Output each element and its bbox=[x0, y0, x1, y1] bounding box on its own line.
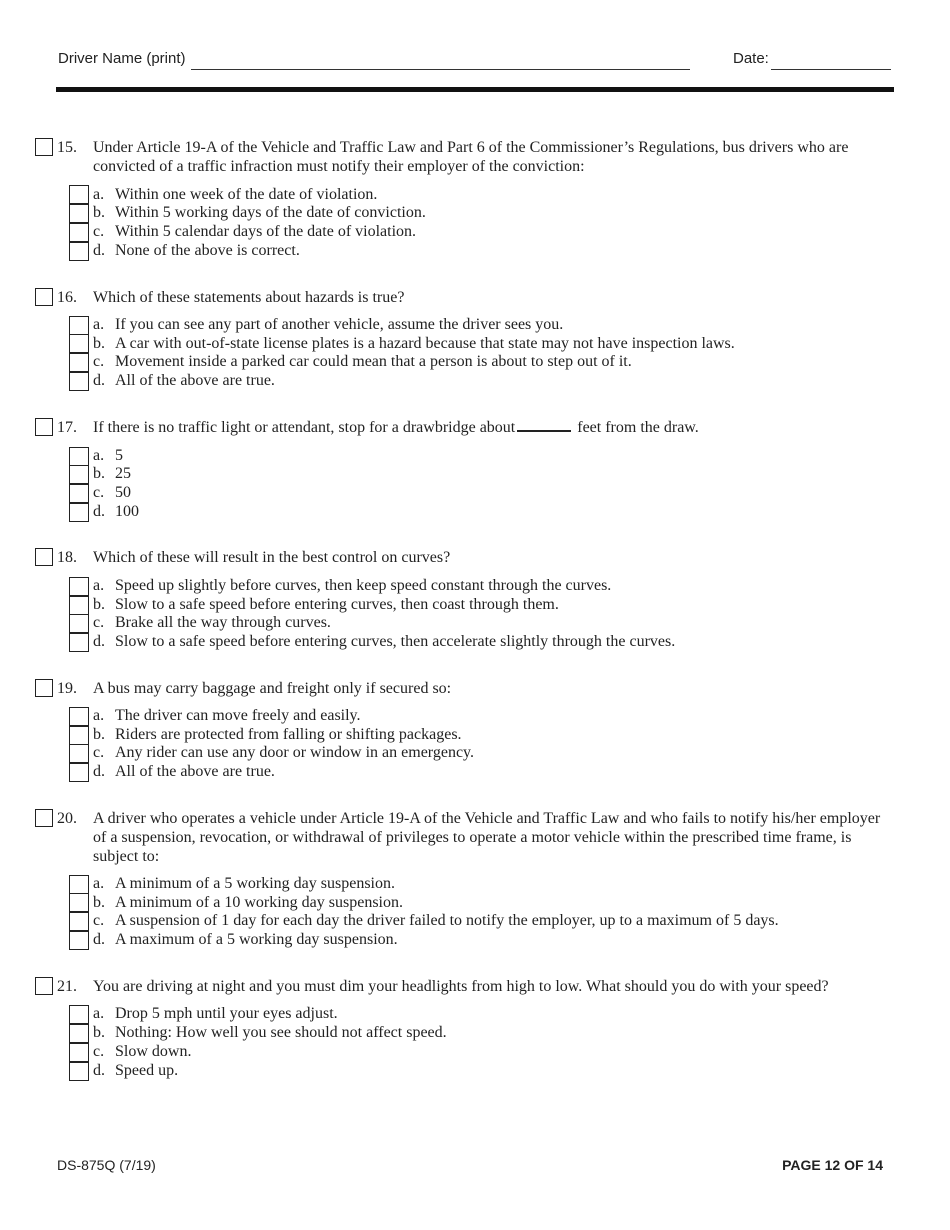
answer-text: 100 bbox=[115, 503, 139, 520]
fill-in-blank bbox=[517, 418, 571, 432]
answer-checkbox[interactable] bbox=[69, 465, 89, 484]
answer-text: A suspension of 1 day for each day the driver failed to notify the employer, up to a maximum of 5 days. bbox=[115, 912, 779, 929]
answer-checkbox[interactable] bbox=[69, 707, 89, 726]
answer-letter: c. bbox=[93, 614, 105, 631]
answer-letter: d. bbox=[93, 372, 105, 389]
answer-text: A minimum of a 10 working day suspension. bbox=[115, 894, 403, 911]
answer-checkbox[interactable] bbox=[69, 204, 89, 223]
answer-checkbox[interactable] bbox=[69, 893, 89, 912]
question-number: 21. bbox=[57, 978, 77, 995]
question-number: 19. bbox=[57, 680, 77, 697]
question-text: Under Article 19-A of the Vehicle and Traffic Law and Part 6 of the Commissioner’s Regulations, bus drivers who are convicted of a traffic infraction must notify their employer of the conviction: bbox=[93, 139, 849, 175]
answer-letter: a. bbox=[93, 577, 105, 594]
answer-text: Within 5 calendar days of the date of violation. bbox=[115, 223, 417, 240]
question-text: Which of these will result in the best control on curves? bbox=[93, 549, 451, 566]
driver-name-label: Driver Name (print) bbox=[58, 50, 186, 67]
answer-letter: d. bbox=[93, 242, 105, 259]
question-number: 17. bbox=[57, 419, 77, 436]
answer-text: The driver can move freely and easily. bbox=[115, 707, 361, 724]
answer-checkbox[interactable] bbox=[69, 1062, 89, 1081]
question-answer-box[interactable] bbox=[35, 138, 53, 156]
answer-letter: c. bbox=[93, 912, 105, 929]
answer-text: 5 bbox=[115, 447, 123, 464]
answer-checkbox[interactable] bbox=[69, 1024, 89, 1043]
answer-letter: b. bbox=[93, 726, 105, 743]
header-divider bbox=[56, 87, 894, 92]
answer-checkbox[interactable] bbox=[69, 912, 89, 931]
answer-text: All of the above are true. bbox=[115, 372, 275, 389]
question-answer-box[interactable] bbox=[35, 288, 53, 306]
answer-letter: a. bbox=[93, 186, 105, 203]
answer-checkbox[interactable] bbox=[69, 316, 89, 335]
question-number: 15. bbox=[57, 139, 77, 156]
answer-letter: b. bbox=[93, 335, 105, 352]
answer-text: Movement inside a parked car could mean that a person is about to step out of it. bbox=[115, 353, 632, 370]
answer-text: 25 bbox=[115, 465, 131, 482]
answer-text: Speed up slightly before curves, then keep speed constant through the curves. bbox=[115, 577, 612, 594]
answer-text: Slow to a safe speed before entering curves, then accelerate slightly through the curves. bbox=[115, 633, 676, 650]
answer-checkbox[interactable] bbox=[69, 614, 89, 633]
question-answer-box[interactable] bbox=[35, 809, 53, 827]
answer-letter: d. bbox=[93, 503, 105, 520]
answer-checkbox[interactable] bbox=[69, 726, 89, 745]
answer-text: A minimum of a 5 working day suspension. bbox=[115, 875, 395, 892]
answer-checkbox[interactable] bbox=[69, 242, 89, 261]
question-number: 20. bbox=[57, 810, 77, 827]
answer-letter: c. bbox=[93, 353, 105, 370]
answer-letter: d. bbox=[93, 931, 105, 948]
answer-letter: a. bbox=[93, 447, 105, 464]
answer-checkbox[interactable] bbox=[69, 744, 89, 763]
answer-text: Speed up. bbox=[115, 1062, 179, 1079]
answer-text: Within 5 working days of the date of conviction. bbox=[115, 204, 426, 221]
answer-letter: b. bbox=[93, 596, 105, 613]
question-text: A bus may carry baggage and freight only if secured so: bbox=[93, 680, 452, 697]
question-text: A driver who operates a vehicle under Article 19-A of the Vehicle and Traffic Law and who fails to notify his/her employer of a suspension, revocation, or withdrawal of privileges to operate a motor vehicle within the prescribed time frame, is subject to: bbox=[93, 810, 881, 865]
answer-letter: c. bbox=[93, 744, 105, 761]
question-number: 16. bbox=[57, 289, 77, 306]
answer-text: A car with out-of-state license plates is a hazard because that state may not have inspection laws. bbox=[115, 335, 735, 352]
answer-letter: a. bbox=[93, 316, 105, 333]
answer-checkbox[interactable] bbox=[69, 503, 89, 522]
form-id: DS-875Q (7/19) bbox=[57, 1157, 156, 1173]
answer-text: Drop 5 mph until your eyes adjust. bbox=[115, 1005, 338, 1022]
answer-letter: a. bbox=[93, 875, 105, 892]
question-text-before-blank: If there is no traffic light or attendant, stop for a drawbridge about bbox=[93, 419, 516, 436]
answer-checkbox[interactable] bbox=[69, 185, 89, 204]
driver-name-field[interactable] bbox=[191, 69, 690, 70]
answer-text: Any rider can use any door or window in an emergency. bbox=[115, 744, 474, 761]
answer-checkbox[interactable] bbox=[69, 596, 89, 615]
question-text bbox=[93, 418, 883, 437]
answer-letter: b. bbox=[93, 204, 105, 221]
answer-letter: c. bbox=[93, 223, 105, 240]
answer-text: Nothing: How well you see should not affect speed. bbox=[115, 1024, 447, 1041]
answer-checkbox[interactable] bbox=[69, 334, 89, 353]
answer-checkbox[interactable] bbox=[69, 763, 89, 782]
question-answer-box[interactable] bbox=[35, 679, 53, 697]
answer-text: 50 bbox=[115, 484, 131, 501]
answer-text: Slow to a safe speed before entering curves, then coast through them. bbox=[115, 596, 559, 613]
answer-checkbox[interactable] bbox=[69, 875, 89, 894]
answer-checkbox[interactable] bbox=[69, 447, 89, 466]
answer-checkbox[interactable] bbox=[69, 633, 89, 652]
question-number: 18. bbox=[57, 549, 77, 566]
date-label: Date: bbox=[733, 50, 769, 67]
answer-checkbox[interactable] bbox=[69, 353, 89, 372]
answer-text: Slow down. bbox=[115, 1043, 192, 1060]
answer-text: A maximum of a 5 working day suspension. bbox=[115, 931, 398, 948]
answer-letter: a. bbox=[93, 707, 105, 724]
answer-checkbox[interactable] bbox=[69, 223, 89, 242]
question-text-after-blank: feet from the draw. bbox=[577, 419, 699, 436]
answer-text: None of the above is correct. bbox=[115, 242, 300, 259]
answer-letter: c. bbox=[93, 1043, 105, 1060]
answer-checkbox[interactable] bbox=[69, 577, 89, 596]
answer-text: Within one week of the date of violation. bbox=[115, 186, 378, 203]
answer-letter: b. bbox=[93, 1024, 105, 1041]
answer-letter: d. bbox=[93, 763, 105, 780]
answer-letter: b. bbox=[93, 465, 105, 482]
question-text: You are driving at night and you must dim your headlights from high to low. What should you do with your speed? bbox=[93, 978, 829, 995]
question-answer-box[interactable] bbox=[35, 418, 53, 436]
question-text: Which of these statements about hazards is true? bbox=[93, 289, 405, 306]
answer-checkbox[interactable] bbox=[69, 931, 89, 950]
answer-checkbox[interactable] bbox=[69, 484, 89, 503]
answer-letter: a. bbox=[93, 1005, 105, 1022]
answer-letter: b. bbox=[93, 894, 105, 911]
answer-letter: c. bbox=[93, 484, 105, 501]
answer-text: All of the above are true. bbox=[115, 763, 275, 780]
answer-checkbox[interactable] bbox=[69, 1005, 89, 1024]
answer-text: If you can see any part of another vehicle, assume the driver sees you. bbox=[115, 316, 564, 333]
answer-letter: d. bbox=[93, 1062, 105, 1079]
answer-text: Brake all the way through curves. bbox=[115, 614, 331, 631]
answer-text: Riders are protected from falling or shifting packages. bbox=[115, 726, 462, 743]
answer-letter: d. bbox=[93, 633, 105, 650]
question-answer-box[interactable] bbox=[35, 548, 53, 566]
answer-checkbox[interactable] bbox=[69, 372, 89, 391]
date-field[interactable] bbox=[771, 69, 891, 70]
question-answer-box[interactable] bbox=[35, 977, 53, 995]
answer-checkbox[interactable] bbox=[69, 1043, 89, 1062]
page-number: PAGE 12 OF 14 bbox=[782, 1157, 883, 1173]
